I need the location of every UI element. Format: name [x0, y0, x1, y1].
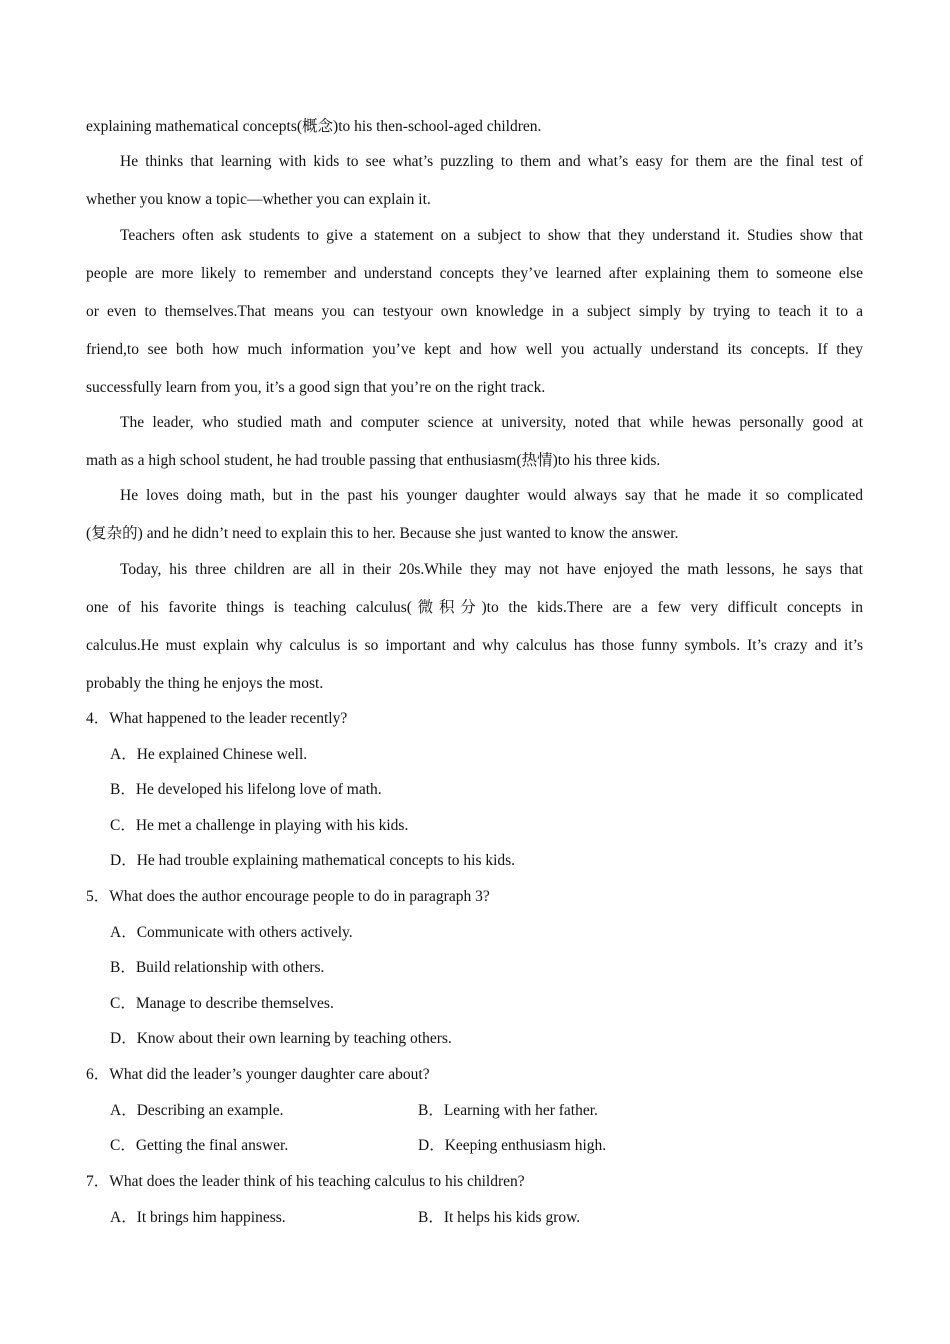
option-text: Manage to describe themselves. — [135, 995, 334, 1012]
option-text: It brings him happiness. — [136, 1209, 286, 1226]
passage-line: probably the thing he enjoys the most. — [86, 675, 324, 692]
passage-line: friend,to see both how much information you’ve kept and how well you actually understand its concepts. If they — [86, 341, 863, 358]
question-number: 6． — [86, 1066, 110, 1083]
option-label: B． — [418, 1102, 444, 1119]
passage-line: explaining mathematical concepts(概念)to his then-school-aged children. — [86, 118, 542, 135]
option-b[interactable] — [418, 1208, 818, 1228]
option-label: B． — [418, 1209, 444, 1226]
question-number: 7． — [86, 1173, 110, 1190]
question-number: 5． — [86, 888, 110, 905]
option-label: D． — [110, 852, 137, 869]
question-text: What does the leader think of his teaching calculus to his children? — [109, 1173, 525, 1190]
passage-line: He thinks that learning with kids to see what’s puzzling to them and what’s easy for them are the final test of — [120, 153, 863, 170]
option-text: Describing an example. — [136, 1102, 284, 1119]
passage-line: Today, his three children are all in their 20s.While they may not have enjoyed the math lessons, he says that — [120, 561, 863, 578]
passage-line: The leader, who studied math and computer science at university, noted that while hewas personally good at — [120, 414, 863, 431]
option-text: Learning with her father. — [443, 1102, 598, 1119]
option-label: B． — [110, 959, 136, 976]
option-a[interactable] — [110, 1101, 410, 1121]
option-text: Know about their own learning by teaching others. — [136, 1030, 452, 1047]
option-text: He explained Chinese well. — [136, 746, 308, 763]
passage-line: or even to themselves.That means you can testyour own knowledge in a subject simply by trying to teach it to a — [86, 303, 863, 320]
option-text: Keeping enthusiasm high. — [444, 1137, 607, 1154]
question-stem — [86, 887, 863, 907]
option-label: D． — [110, 1030, 137, 1047]
option-text: Getting the final answer. — [135, 1137, 289, 1154]
option-b[interactable] — [110, 958, 887, 978]
question-stem — [86, 1172, 863, 1192]
option-a[interactable] — [110, 1208, 410, 1228]
passage-line: Teachers often ask students to give a statement on a subject to show that they understand it. Studies show that — [120, 227, 863, 244]
option-b[interactable] — [418, 1101, 818, 1121]
passage-line: one of his favorite things is teaching calculus(微积分)to the kids.There are a few very difficult concepts in — [86, 599, 863, 616]
option-label: A． — [110, 1209, 137, 1226]
passage-line: He loves doing math, but in the past his younger daughter would always say that he made it so complicated — [120, 487, 863, 504]
option-label: B． — [110, 781, 136, 798]
passage-line: math as a high school student, he had trouble passing that enthusiasm(热情)to his three kids. — [86, 452, 661, 469]
question-number: 4． — [86, 710, 110, 727]
option-c[interactable] — [110, 816, 887, 836]
option-text: It helps his kids grow. — [443, 1209, 581, 1226]
option-text: He developed his lifelong love of math. — [135, 781, 382, 798]
option-text: Communicate with others actively. — [136, 924, 353, 941]
option-label: A． — [110, 1102, 137, 1119]
option-a[interactable] — [110, 923, 887, 943]
question-text: What happened to the leader recently? — [109, 710, 348, 727]
passage-line: calculus.He must explain why calculus is so important and why calculus has those funny symbols. It’s crazy and it’s — [86, 637, 863, 654]
option-a[interactable] — [110, 745, 887, 765]
option-c[interactable] — [110, 994, 887, 1014]
question-text: What did the leader’s younger daughter care about? — [109, 1066, 430, 1083]
option-text: He met a challenge in playing with his kids. — [135, 817, 409, 834]
option-label: C． — [110, 1137, 136, 1154]
option-label: A． — [110, 924, 137, 941]
option-text: He had trouble explaining mathematical concepts to his kids. — [136, 852, 516, 869]
option-d[interactable] — [110, 1029, 887, 1049]
option-label: D． — [418, 1137, 445, 1154]
question-stem — [86, 709, 863, 729]
passage-line: people are more likely to remember and understand concepts they’ve learned after explaining them to someone else — [86, 265, 863, 282]
option-c[interactable] — [110, 1136, 410, 1156]
passage-line: whether you know a topic—whether you can explain it. — [86, 191, 431, 208]
question-text: What does the author encourage people to do in paragraph 3? — [109, 888, 490, 905]
option-b[interactable] — [110, 780, 887, 800]
option-text: Build relationship with others. — [135, 959, 325, 976]
option-label: A． — [110, 746, 137, 763]
question-stem — [86, 1065, 863, 1085]
option-d[interactable] — [110, 851, 887, 871]
option-d[interactable] — [418, 1136, 818, 1156]
passage-line: successfully learn from you, it’s a good sign that you’re on the right track. — [86, 379, 546, 396]
passage-line: (复杂的) and he didn’t need to explain this to her. Because she just wanted to know the answer. — [86, 525, 679, 542]
option-label: C． — [110, 995, 136, 1012]
option-label: C． — [110, 817, 136, 834]
